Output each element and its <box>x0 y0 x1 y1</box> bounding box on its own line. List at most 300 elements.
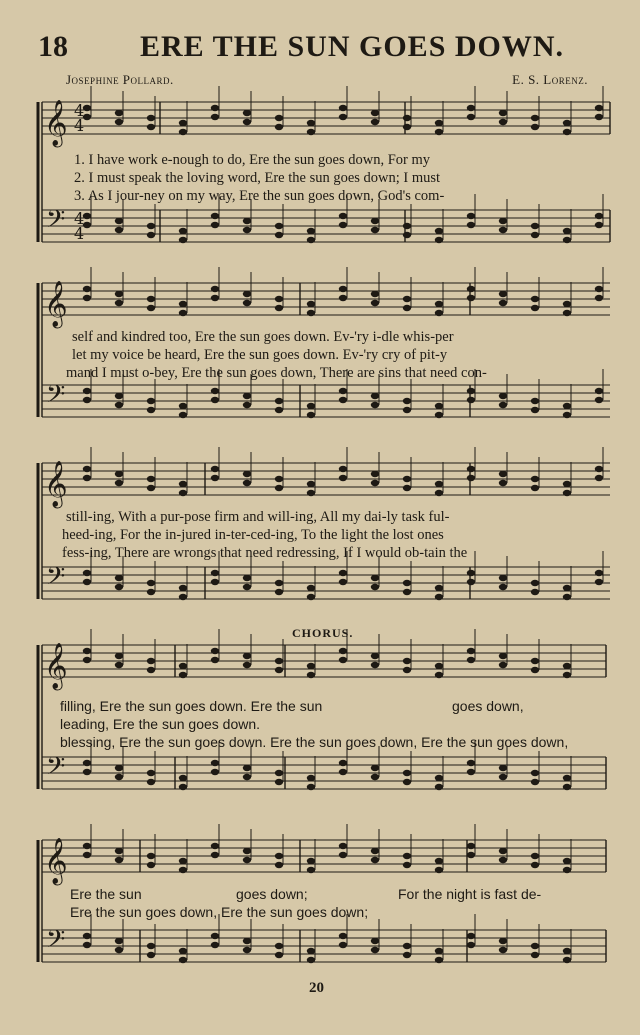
bass-note <box>403 779 411 785</box>
treble-note <box>115 119 123 125</box>
treble-note <box>211 852 219 858</box>
bass-note <box>83 942 91 948</box>
treble-note <box>563 120 571 126</box>
bass-note <box>115 765 123 771</box>
bass-note <box>403 407 411 413</box>
bass-note <box>531 779 539 785</box>
bass-note <box>243 947 251 953</box>
bass-note <box>499 584 507 590</box>
bass-note <box>275 943 283 949</box>
treble-note <box>211 295 219 301</box>
bass-note <box>307 585 315 591</box>
treble-note <box>275 124 283 130</box>
treble-note <box>339 105 347 111</box>
treble-note <box>531 667 539 673</box>
lyric-line: blessing, Ere the sun goes down. Ere the sun goes down, Ere the sun goes down, <box>60 734 569 750</box>
treble-note <box>243 480 251 486</box>
bass-clef-icon: 𝄢 <box>46 752 66 787</box>
bass-note <box>115 393 123 399</box>
treble-note <box>179 129 187 135</box>
treble-note <box>307 310 315 316</box>
treble-note <box>275 667 283 673</box>
bass-note <box>147 779 155 785</box>
treble-note <box>467 466 475 472</box>
bass-note <box>83 760 91 766</box>
bass-note <box>275 589 283 595</box>
bass-note <box>499 938 507 944</box>
lyric-line: still-ing, With a pur-pose firm and will-ing, All my dai-ly task ful- <box>66 509 450 525</box>
treble-note <box>115 848 123 854</box>
bass-note <box>179 784 187 790</box>
treble-note <box>339 286 347 292</box>
lyric-line: leading, Ere the sun goes down. <box>60 716 261 732</box>
bass-note <box>371 575 379 581</box>
bass-note <box>147 580 155 586</box>
treble-note <box>435 490 443 496</box>
treble-note <box>211 286 219 292</box>
treble-note <box>179 672 187 678</box>
bass-note <box>371 584 379 590</box>
bass-note <box>371 227 379 233</box>
bass-note <box>403 232 411 238</box>
bass-note <box>403 943 411 949</box>
bass-note <box>83 388 91 394</box>
bass-note <box>531 952 539 958</box>
bass-note <box>243 393 251 399</box>
treble-note <box>147 305 155 311</box>
bass-note <box>307 237 315 243</box>
treble-note <box>403 862 411 868</box>
treble-note <box>115 300 123 306</box>
treble-note <box>115 653 123 659</box>
treble-note <box>211 114 219 120</box>
bass-note <box>115 402 123 408</box>
treble-note <box>83 295 91 301</box>
treble-note <box>275 305 283 311</box>
bass-note <box>243 765 251 771</box>
treble-note <box>403 853 411 859</box>
treble-note <box>467 852 475 858</box>
treble-note <box>435 481 443 487</box>
bass-note <box>147 952 155 958</box>
bass-note <box>115 227 123 233</box>
treble-note <box>275 853 283 859</box>
bass-note <box>499 765 507 771</box>
treble-note <box>179 867 187 873</box>
treble-note <box>563 867 571 873</box>
treble-note <box>179 858 187 864</box>
bass-note <box>499 218 507 224</box>
treble-note <box>83 648 91 654</box>
bass-note <box>499 774 507 780</box>
treble-note <box>531 853 539 859</box>
treble-note <box>275 485 283 491</box>
treble-note <box>147 658 155 664</box>
bass-note <box>467 933 475 939</box>
bass-note <box>371 765 379 771</box>
bass-note <box>179 585 187 591</box>
bass-note <box>339 388 347 394</box>
treble-note <box>499 653 507 659</box>
treble-note <box>275 476 283 482</box>
lyric-line: Ere the sun <box>70 886 142 902</box>
treble-note <box>179 481 187 487</box>
bass-note <box>147 943 155 949</box>
bass-note <box>147 407 155 413</box>
treble-note <box>307 481 315 487</box>
bass-note <box>467 397 475 403</box>
bass-note <box>83 769 91 775</box>
bass-note <box>115 947 123 953</box>
page-number: 20 <box>309 980 324 996</box>
lyric-line: goes down, <box>452 698 524 714</box>
bass-note <box>403 770 411 776</box>
treble-note <box>179 663 187 669</box>
bass-note <box>275 223 283 229</box>
bass-note <box>211 388 219 394</box>
bass-note <box>371 218 379 224</box>
treble-note <box>339 466 347 472</box>
bass-note <box>435 237 443 243</box>
treble-note <box>531 476 539 482</box>
bass-note <box>179 775 187 781</box>
treble-note <box>243 291 251 297</box>
treble-note <box>403 115 411 121</box>
bass-note <box>307 957 315 963</box>
bass-note <box>595 570 603 576</box>
bass-note <box>243 584 251 590</box>
treble-note <box>435 867 443 873</box>
treble-note <box>339 475 347 481</box>
treble-note <box>403 485 411 491</box>
bass-note <box>243 218 251 224</box>
lyric-line: goes down; <box>236 886 308 902</box>
treble-note <box>563 672 571 678</box>
treble-note <box>435 310 443 316</box>
bass-note <box>243 227 251 233</box>
lyric-line: let my voice be heard, Ere the sun goes down. Ev-'ry cry of pit-y <box>72 347 448 363</box>
bass-note <box>147 232 155 238</box>
treble-note <box>467 295 475 301</box>
bass-note <box>435 228 443 234</box>
treble-note <box>275 115 283 121</box>
lyric-line: Ere the sun goes down, Ere the sun goes down; <box>70 904 369 920</box>
bass-note <box>595 222 603 228</box>
bass-note <box>211 769 219 775</box>
bass-note <box>339 933 347 939</box>
bass-note <box>531 223 539 229</box>
treble-note <box>115 662 123 668</box>
hymn-number: 18 <box>38 30 68 63</box>
treble-note <box>179 490 187 496</box>
bass-note <box>211 942 219 948</box>
bass-note <box>83 397 91 403</box>
chorus-label: CHORUS. <box>292 626 354 640</box>
bass-note <box>275 770 283 776</box>
bass-note <box>211 933 219 939</box>
treble-note <box>467 657 475 663</box>
bass-note <box>339 570 347 576</box>
bass-note <box>371 402 379 408</box>
treble-note <box>435 858 443 864</box>
treble-note <box>147 124 155 130</box>
treble-note <box>531 296 539 302</box>
bass-note <box>467 579 475 585</box>
treble-note <box>147 115 155 121</box>
treble-note <box>211 648 219 654</box>
treble-note <box>179 120 187 126</box>
bass-note <box>147 223 155 229</box>
bass-note <box>147 770 155 776</box>
time-signature: 4 <box>74 116 85 135</box>
treble-note <box>243 119 251 125</box>
treble-note <box>531 658 539 664</box>
treble-note <box>371 857 379 863</box>
bass-note <box>211 760 219 766</box>
treble-note <box>147 485 155 491</box>
treble-note <box>467 475 475 481</box>
treble-clef-icon: 𝄞 <box>44 281 68 327</box>
treble-note <box>339 648 347 654</box>
treble-note <box>307 490 315 496</box>
bass-note <box>115 584 123 590</box>
bass-note <box>243 774 251 780</box>
treble-note <box>147 476 155 482</box>
treble-note <box>371 653 379 659</box>
treble-note <box>371 119 379 125</box>
treble-note <box>435 301 443 307</box>
bass-note <box>179 957 187 963</box>
treble-note <box>275 296 283 302</box>
composer-credit: E. S. Lorenz. <box>512 72 588 87</box>
treble-note <box>499 110 507 116</box>
bass-note <box>435 957 443 963</box>
hymn-title: ERE THE SUN GOES DOWN. <box>140 30 565 63</box>
bass-note <box>275 580 283 586</box>
bass-note <box>339 213 347 219</box>
bass-note <box>531 232 539 238</box>
bass-note <box>595 397 603 403</box>
treble-clef-icon: 𝄞 <box>44 838 68 884</box>
bass-note <box>467 213 475 219</box>
treble-note <box>499 848 507 854</box>
treble-note <box>115 857 123 863</box>
bass-note <box>371 938 379 944</box>
treble-note <box>211 657 219 663</box>
treble-note <box>83 852 91 858</box>
treble-note <box>83 843 91 849</box>
treble-note <box>595 295 603 301</box>
treble-note <box>179 310 187 316</box>
bass-clef-icon: 𝄢 <box>46 562 66 597</box>
bass-note <box>563 594 571 600</box>
bass-note <box>403 398 411 404</box>
treble-note <box>307 858 315 864</box>
bass-note <box>403 589 411 595</box>
bass-note <box>179 237 187 243</box>
bass-note <box>371 774 379 780</box>
bass-note <box>275 407 283 413</box>
lyric-line: For the night is fast de- <box>398 886 542 902</box>
treble-note <box>595 286 603 292</box>
bass-note <box>275 398 283 404</box>
treble-note <box>403 476 411 482</box>
treble-note <box>307 301 315 307</box>
treble-note <box>243 653 251 659</box>
treble-note <box>147 853 155 859</box>
bass-note <box>435 784 443 790</box>
treble-note <box>499 291 507 297</box>
bass-note <box>563 585 571 591</box>
treble-note <box>243 857 251 863</box>
lyric-line: mand I must o-bey, Ere the sun goes down, There are sins that need con- <box>66 365 487 381</box>
bass-note <box>211 570 219 576</box>
bass-note <box>179 948 187 954</box>
lyric-line: heed-ing, For the in-jured in-ter-ced-ing, To the light the lost ones <box>62 527 444 543</box>
bass-note <box>467 570 475 576</box>
treble-note <box>595 114 603 120</box>
bass-note <box>531 589 539 595</box>
treble-note <box>147 667 155 673</box>
treble-note <box>563 490 571 496</box>
treble-clef-icon: 𝄞 <box>44 461 68 507</box>
bass-note <box>435 585 443 591</box>
treble-note <box>243 662 251 668</box>
treble-note <box>339 295 347 301</box>
lyric-line: 1. I have work e-nough to do, Ere the sun goes down, For my <box>74 152 430 168</box>
bass-note <box>499 393 507 399</box>
bass-note <box>307 228 315 234</box>
bass-note <box>275 232 283 238</box>
bass-note <box>531 770 539 776</box>
treble-note <box>339 114 347 120</box>
treble-note <box>83 657 91 663</box>
bass-note <box>467 942 475 948</box>
treble-note <box>563 663 571 669</box>
bass-note <box>307 403 315 409</box>
lyric-line: 3. As I jour-ney on my way, Ere the sun goes down, God's com- <box>74 188 445 204</box>
treble-note <box>563 301 571 307</box>
bass-note <box>595 388 603 394</box>
treble-note <box>371 300 379 306</box>
treble-note <box>403 305 411 311</box>
bass-note <box>339 760 347 766</box>
treble-note <box>307 867 315 873</box>
treble-note <box>147 862 155 868</box>
bass-note <box>435 594 443 600</box>
treble-note <box>243 300 251 306</box>
bass-note <box>307 775 315 781</box>
treble-note <box>115 471 123 477</box>
treble-note <box>211 475 219 481</box>
lyric-line: self and kindred too, Ere the sun goes down. Ev-'ry i-dle whis-per <box>72 329 454 345</box>
treble-note <box>115 480 123 486</box>
lyric-line: filling, Ere the sun goes down. Ere the sun <box>60 698 323 714</box>
bass-note <box>563 403 571 409</box>
bass-note <box>147 398 155 404</box>
bass-note <box>275 952 283 958</box>
bass-note <box>339 222 347 228</box>
bass-note <box>563 775 571 781</box>
bass-note <box>403 580 411 586</box>
treble-note <box>435 672 443 678</box>
bass-note <box>403 223 411 229</box>
treble-note <box>499 119 507 125</box>
bass-note <box>147 589 155 595</box>
bass-note <box>339 769 347 775</box>
bass-note <box>243 575 251 581</box>
treble-note <box>467 843 475 849</box>
bass-clef-icon: 𝄢 <box>46 380 66 415</box>
treble-clef-icon: 𝄞 <box>44 100 68 146</box>
treble-note <box>403 658 411 664</box>
bass-note <box>499 227 507 233</box>
treble-note <box>467 286 475 292</box>
bass-note <box>563 412 571 418</box>
time-signature: 4 <box>74 101 85 120</box>
bass-note <box>595 213 603 219</box>
bass-note <box>115 575 123 581</box>
treble-note <box>211 105 219 111</box>
bass-note <box>435 412 443 418</box>
treble-note <box>403 667 411 673</box>
treble-clef-icon: 𝄞 <box>44 643 68 689</box>
bass-note <box>499 947 507 953</box>
bass-note <box>371 947 379 953</box>
treble-note <box>499 471 507 477</box>
bass-note <box>83 579 91 585</box>
treble-note <box>371 480 379 486</box>
bass-note <box>339 397 347 403</box>
treble-note <box>435 663 443 669</box>
treble-note <box>307 120 315 126</box>
bass-note <box>595 579 603 585</box>
treble-note <box>339 843 347 849</box>
bass-note <box>563 784 571 790</box>
treble-note <box>563 129 571 135</box>
bass-note <box>211 579 219 585</box>
treble-note <box>563 858 571 864</box>
treble-note <box>147 296 155 302</box>
treble-note <box>499 480 507 486</box>
bass-note <box>467 760 475 766</box>
treble-note <box>83 286 91 292</box>
bass-note <box>211 397 219 403</box>
bass-note <box>211 213 219 219</box>
treble-note <box>595 466 603 472</box>
treble-note <box>467 648 475 654</box>
time-signature: 4 <box>74 209 85 228</box>
treble-note <box>563 310 571 316</box>
bass-note <box>275 779 283 785</box>
bass-clef-icon: 𝄢 <box>46 205 66 240</box>
bass-note <box>339 579 347 585</box>
bass-note <box>563 957 571 963</box>
treble-note <box>531 305 539 311</box>
bass-note <box>563 948 571 954</box>
bass-note <box>563 228 571 234</box>
treble-note <box>499 857 507 863</box>
treble-note <box>339 852 347 858</box>
treble-note <box>531 862 539 868</box>
bass-note <box>307 948 315 954</box>
treble-note <box>115 291 123 297</box>
treble-note <box>467 105 475 111</box>
treble-note <box>83 466 91 472</box>
bass-note <box>435 403 443 409</box>
bass-note <box>83 570 91 576</box>
bass-note <box>531 943 539 949</box>
